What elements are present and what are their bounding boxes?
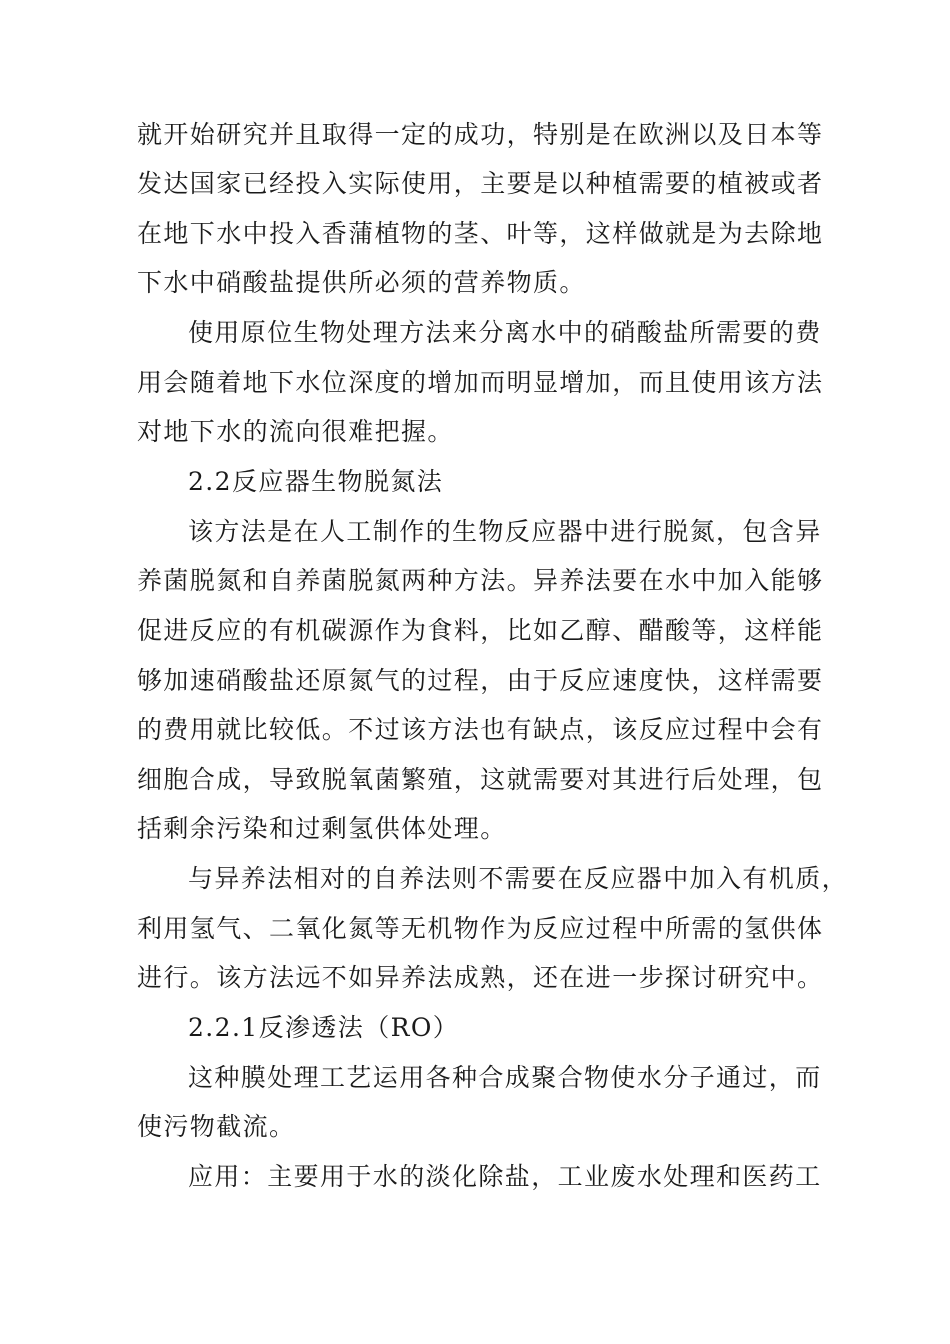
paragraph-line: 促进反应的有机碳源作为食料，比如乙醇、醋酸等，这样能 bbox=[137, 616, 824, 645]
paragraph-line: 利用氢气、二氧化氮等无机物作为反应过程中所需的氢供体 bbox=[137, 914, 824, 943]
paragraph-line: 用会随着地下水位深度的增加而明显增加，而且使用该方法 bbox=[137, 368, 824, 397]
section-heading: 2.2.1反渗透法（RO） bbox=[188, 1013, 460, 1042]
paragraph-line: 使污物截流。 bbox=[137, 1112, 296, 1141]
paragraph-line: 应用：主要用于水的淡化除盐，工业废水处理和医药工 bbox=[188, 1162, 822, 1191]
paragraph-line: 在地下水中投入香蒲植物的茎、叶等，这样做就是为去除地 bbox=[137, 219, 824, 248]
section-heading: 2.2反应器生物脱氮法 bbox=[188, 467, 444, 496]
paragraph-line: 下水中硝酸盐提供所必须的营养物质。 bbox=[137, 268, 586, 297]
paragraph-line: 进行。该方法远不如异养法成熟，还在进一步探讨研究中。 bbox=[137, 963, 824, 992]
paragraph-line: 够加速硝酸盐还原氮气的过程，由于反应速度快，这样需要 bbox=[137, 666, 824, 695]
paragraph-line: 养菌脱氮和自养菌脱氮两种方法。异养法要在水中加入能够 bbox=[137, 566, 824, 595]
paragraph-line: 的费用就比较低。不过该方法也有缺点，该反应过程中会有 bbox=[137, 715, 824, 744]
paragraph-line: 该方法是在人工制作的生物反应器中进行脱氮，包含异 bbox=[188, 517, 822, 546]
paragraph-line: 这种膜处理工艺运用各种合成聚合物使水分子通过，而 bbox=[188, 1063, 822, 1092]
paragraph-line: 使用原位生物处理方法来分离水中的硝酸盐所需要的费 bbox=[188, 318, 822, 347]
paragraph-line: 就开始研究并且取得一定的成功，特别是在欧洲以及日本等 bbox=[137, 120, 824, 149]
paragraph-line: 细胞合成，导致脱氧菌繁殖，这就需要对其进行后处理，包 bbox=[137, 765, 824, 794]
paragraph-line: 与异养法相对的自养法则不需要在反应器中加入有机质， bbox=[188, 864, 849, 893]
paragraph-line: 对地下水的流向很难把握。 bbox=[137, 417, 454, 446]
paragraph-line: 发达国家已经投入实际使用，主要是以种植需要的植被或者 bbox=[137, 169, 824, 198]
paragraph-line: 括剩余污染和过剩氢供体处理。 bbox=[137, 814, 507, 843]
